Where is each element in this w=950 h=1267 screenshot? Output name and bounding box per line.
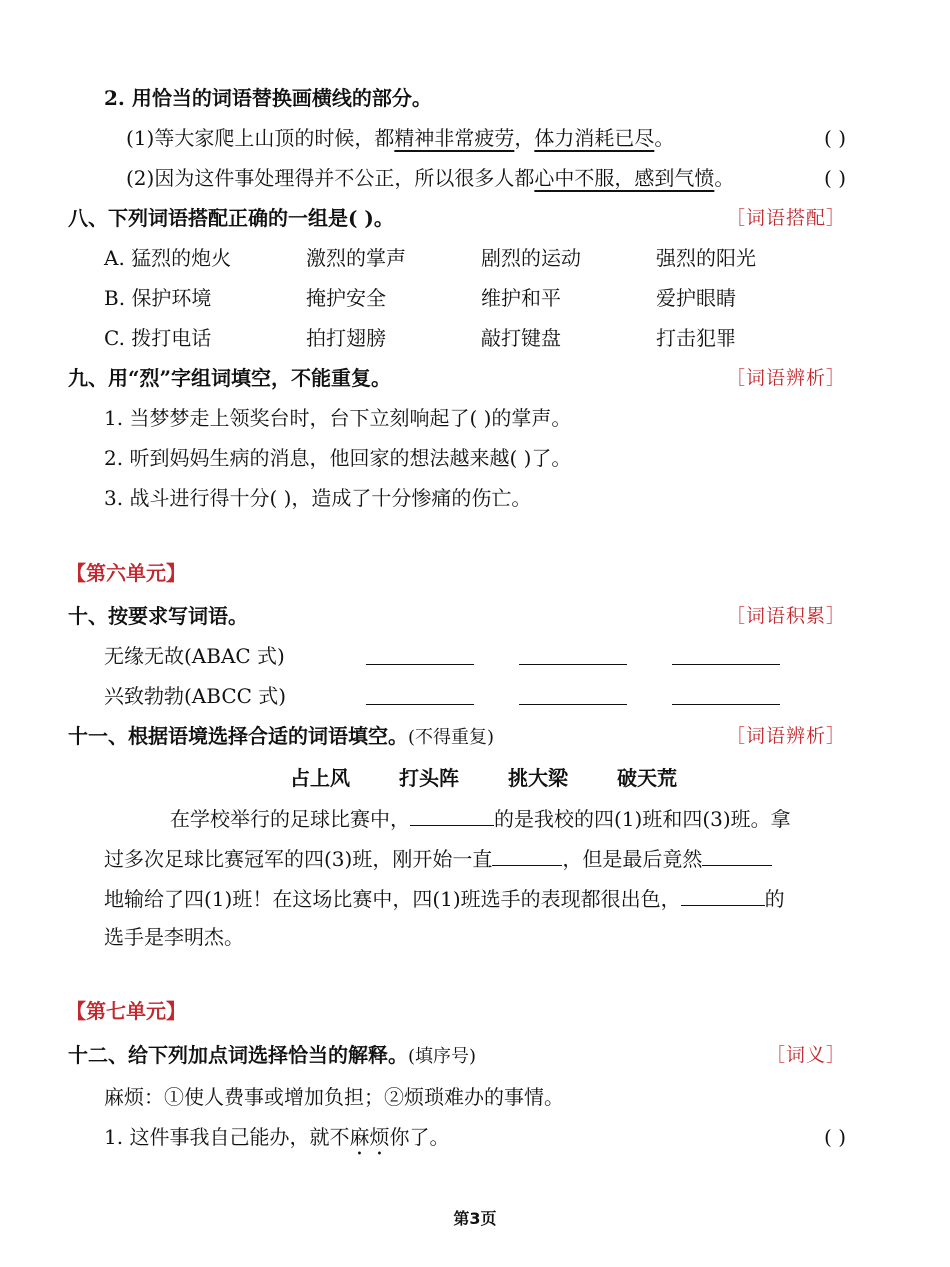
q10-row-1: 无缘无故(ABAC 式) — [0, 638, 950, 674]
q8-title: 八、下列词语搭配正确的一组是( )。 — [68, 206, 394, 230]
fill-blank[interactable] — [492, 839, 562, 866]
q9-item-3: 3. 战斗进行得十分( )，造成了十分惨痛的伤亡。 — [104, 486, 532, 510]
fill-blank[interactable] — [410, 799, 494, 826]
q8-row-a: A. 猛烈的炮火 激烈的掌声 剧烈的运动 强烈的阳光 — [104, 246, 756, 270]
write-blank[interactable] — [672, 638, 780, 665]
write-blank[interactable] — [366, 678, 474, 705]
q11-passage-line-4: 选手是李明杰。 — [104, 925, 244, 949]
q11-word-bank: 占上风 打头阵 挑大梁 破天荒 — [290, 766, 677, 790]
q12-tag-row — [0, 1037, 950, 1073]
unit-6-heading: 【第六单元】 — [66, 561, 186, 585]
q12-note: (填序号) — [408, 1046, 477, 1067]
q10-tag-row — [0, 598, 950, 634]
section-tag: ［词语积累］ — [725, 605, 846, 627]
section-tag: ［词语辨析］ — [725, 367, 846, 389]
q11-note: (不得重复) — [408, 727, 495, 748]
q11-passage-line-1: 在学校举行的足球比赛中， 的是我校的四(1)班和四(3)班。拿 — [170, 799, 950, 835]
q11-tag-row — [0, 718, 950, 754]
write-blank[interactable] — [519, 638, 627, 665]
q7-2-sentence-2: (2)因为这件事处理得并不公正，所以很多人都心中不服，感到气愤。 ( ) — [126, 160, 950, 196]
q8-row-b: B. 保护环境 掩护安全 维护和平 爱护眼睛 — [104, 286, 736, 310]
answer-paren[interactable]: ( ) — [824, 166, 846, 190]
write-blank[interactable] — [672, 678, 780, 705]
q7-2-sentence-1: (1)等大家爬上山顶的时候，都精神非常疲劳，体力消耗已尽。 ( ) — [126, 120, 950, 156]
q12-title: 十二、给下列加点词选择恰当的解释。 — [68, 1043, 408, 1067]
underlined-phrase: 精神非常疲劳 — [394, 126, 515, 150]
q9-item-2: 2. 听到妈妈生病的消息，他回家的想法越来越( )了。 — [104, 446, 572, 470]
fill-blank[interactable] — [702, 839, 772, 866]
q8-row-c: C. 拨打电话 拍打翅膀 敲打键盘 打击犯罪 — [104, 326, 736, 350]
write-blank[interactable] — [366, 638, 474, 665]
q8-tag-row — [0, 200, 950, 236]
underlined-phrase: 体力消耗已尽 — [534, 126, 655, 150]
dotted-char: 烦 — [369, 1125, 390, 1149]
write-blank[interactable] — [519, 678, 627, 705]
q10-row-2: 兴致勃勃(ABCC 式) — [0, 678, 950, 714]
q11-title: 十一、根据语境选择合适的词语填空。 — [68, 724, 408, 748]
q11-passage-line-2: 过多次足球比赛冠军的四(3)班，刚开始一直 ，但是最后竟然 — [104, 839, 950, 875]
section-tag: ［词语辨析］ — [725, 725, 846, 747]
underlined-phrase: 心中不服，感到气愤 — [534, 166, 715, 190]
q9-tag-row — [0, 360, 950, 396]
answer-paren[interactable]: ( ) — [824, 126, 846, 150]
page-number: 第3页 — [453, 1209, 497, 1228]
answer-paren[interactable]: ( ) — [824, 1125, 846, 1149]
q9-title: 九、用“烈”字组词填空，不能重复。 — [68, 366, 392, 390]
unit-7-heading: 【第七单元】 — [66, 999, 186, 1023]
q12-definition: 麻烦：①使人费事或增加负担；②烦琐难办的事情。 — [104, 1085, 564, 1109]
section-tag: ［词义］ — [765, 1044, 846, 1066]
fill-blank[interactable] — [681, 879, 765, 906]
q12-sentence-1: 1. 这件事我自己能办，就不麻烦你了。 ( ) — [104, 1119, 950, 1155]
q10-title: 十、按要求写词语。 — [68, 604, 248, 628]
q9-item-1: 1. 当梦梦走上领奖台时，台下立刻响起了( )的掌声。 — [104, 406, 572, 430]
q7-2-title: 2. 用恰当的词语替换画横线的部分。 — [104, 86, 432, 110]
dotted-char: 麻 — [349, 1125, 370, 1149]
section-tag: ［词语搭配］ — [725, 207, 846, 229]
q11-passage-line-3: 地输给了四(1)班！在这场比赛中，四(1)班选手的表现都很出色， 的 — [104, 879, 950, 915]
